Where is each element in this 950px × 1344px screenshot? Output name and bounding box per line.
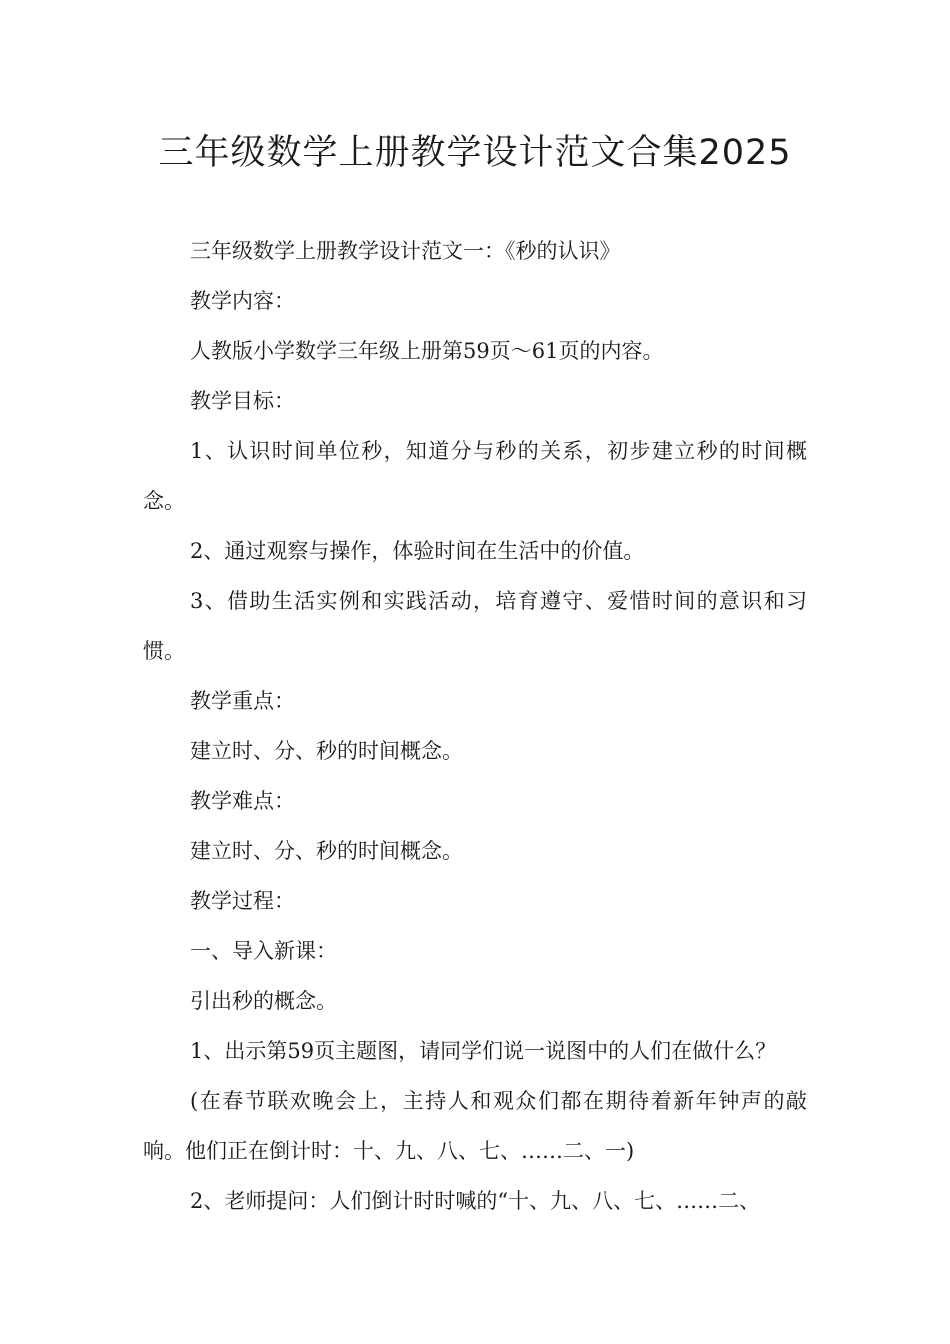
paragraph: 2、老师提问：人们倒计时时喊的“十、九、八、七、……二、 <box>190 1189 761 1213</box>
paragraph: 教学难点： <box>190 789 295 813</box>
paragraph: 引出秒的概念。 <box>190 989 337 1013</box>
paragraph: 教学重点： <box>190 689 295 713</box>
paragraph: (在春节联欢晚会上，主持人和观众们都在期待着新年钟声的敲响。他们正在倒计时：十、九、八、七、……二、一) <box>143 1089 807 1163</box>
paragraph: 人教版小学数学三年级上册第59页～61页的内容。 <box>190 339 664 363</box>
paragraph: 建立时、分、秒的时间概念。 <box>190 839 463 863</box>
paragraph: 3、借助生活实例和实践活动，培育遵守、爱惜时间的意识和习惯。 <box>143 589 807 663</box>
paragraph: 2、通过观察与操作，体验时间在生活中的价值。 <box>190 539 645 563</box>
paragraph: 教学过程： <box>190 889 295 913</box>
paragraph: 教学目标： <box>190 389 295 413</box>
paragraph: 教学内容： <box>190 289 295 313</box>
paragraph: 1、出示第59页主题图，请同学们说一说图中的人们在做什么？ <box>190 1039 777 1063</box>
paragraph: 建立时、分、秒的时间概念。 <box>190 739 463 763</box>
document-body <box>143 226 807 1226</box>
paragraph: 一、导入新课： <box>190 939 337 963</box>
section-heading: 三年级数学上册教学设计范文一：《秒的认识》 <box>190 239 621 263</box>
paragraph: 1、认识时间单位秒，知道分与秒的关系，初步建立秒的时间概念。 <box>143 439 807 513</box>
document-title: 三年级数学上册教学设计范文合集2025 <box>158 133 792 173</box>
